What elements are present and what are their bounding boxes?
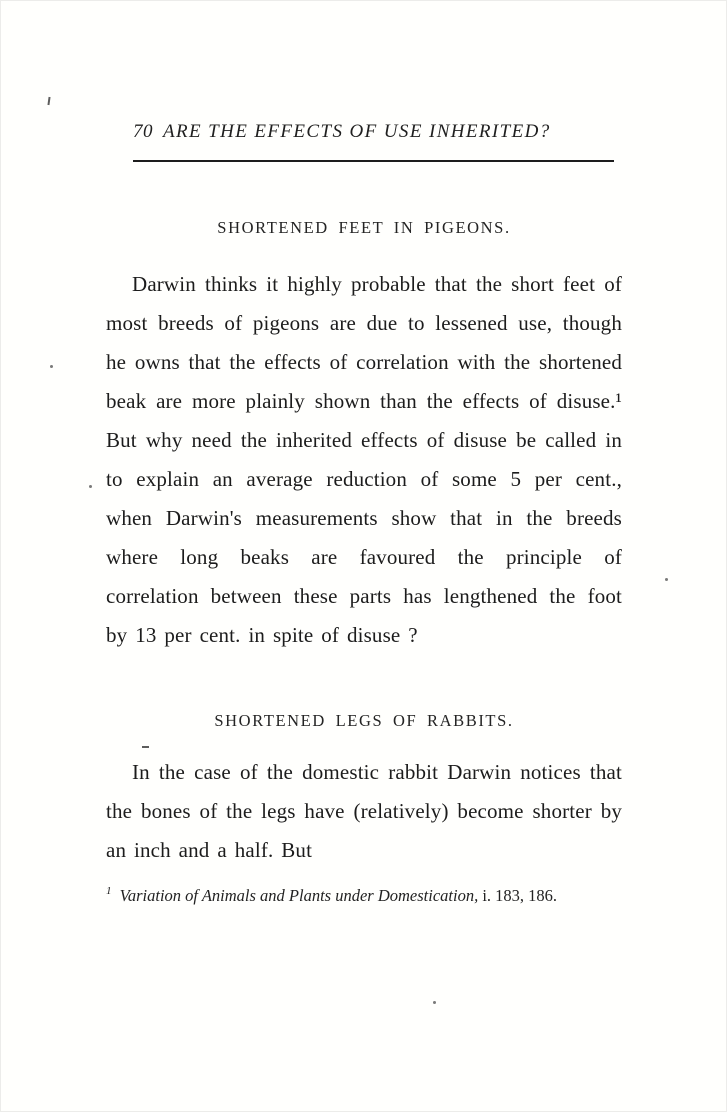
scan-speck [665, 578, 668, 581]
section-heading: SHORTENED LEGS OF RABBITS. [214, 711, 514, 730]
footnote-text [106, 886, 557, 905]
footnote [106, 876, 622, 911]
section-shortened-feet-in-pigeons [106, 218, 622, 655]
scan-speck [47, 97, 50, 105]
footnote-book-title: Variation of Animals and Plants under Domestication, [119, 885, 479, 905]
page-number: 70 [133, 121, 153, 142]
paragraph: In the case of the domestic rabbit Darwin notices that the bones of the legs have (relatively) become shorter by an inch and a half. But [106, 760, 622, 862]
section-shortened-legs-of-rabbits [106, 711, 622, 870]
running-title: ARE THE EFFECTS OF USE INHERITED? [163, 121, 551, 142]
header-rule [133, 160, 614, 162]
section-heading: SHORTENED FEET IN PIGEONS. [217, 218, 511, 237]
footnote-marker: 1 [106, 885, 112, 897]
scan-speck [89, 485, 92, 488]
scan-speck [433, 1001, 436, 1004]
scan-speck [50, 365, 53, 368]
running-header [133, 121, 615, 143]
paragraph: Darwin thinks it highly probable that the short feet of most breeds of pigeons are due to lessened use, though he owns that the effects of correlation with the shortened beak are more plainly shown than the effects of disuse.¹ But why need the inherited effects of disuse be called in to explain an average reduction of some 5 per cent., when Darwin's measurements show that in the breeds where long beaks are favoured the principle of correlation between these parts has lengthened the foot by 13 per cent. in spite of disuse ? [106, 272, 622, 647]
text-block [106, 1, 622, 911]
footnote-citation: i. 183, 186. [482, 885, 558, 905]
